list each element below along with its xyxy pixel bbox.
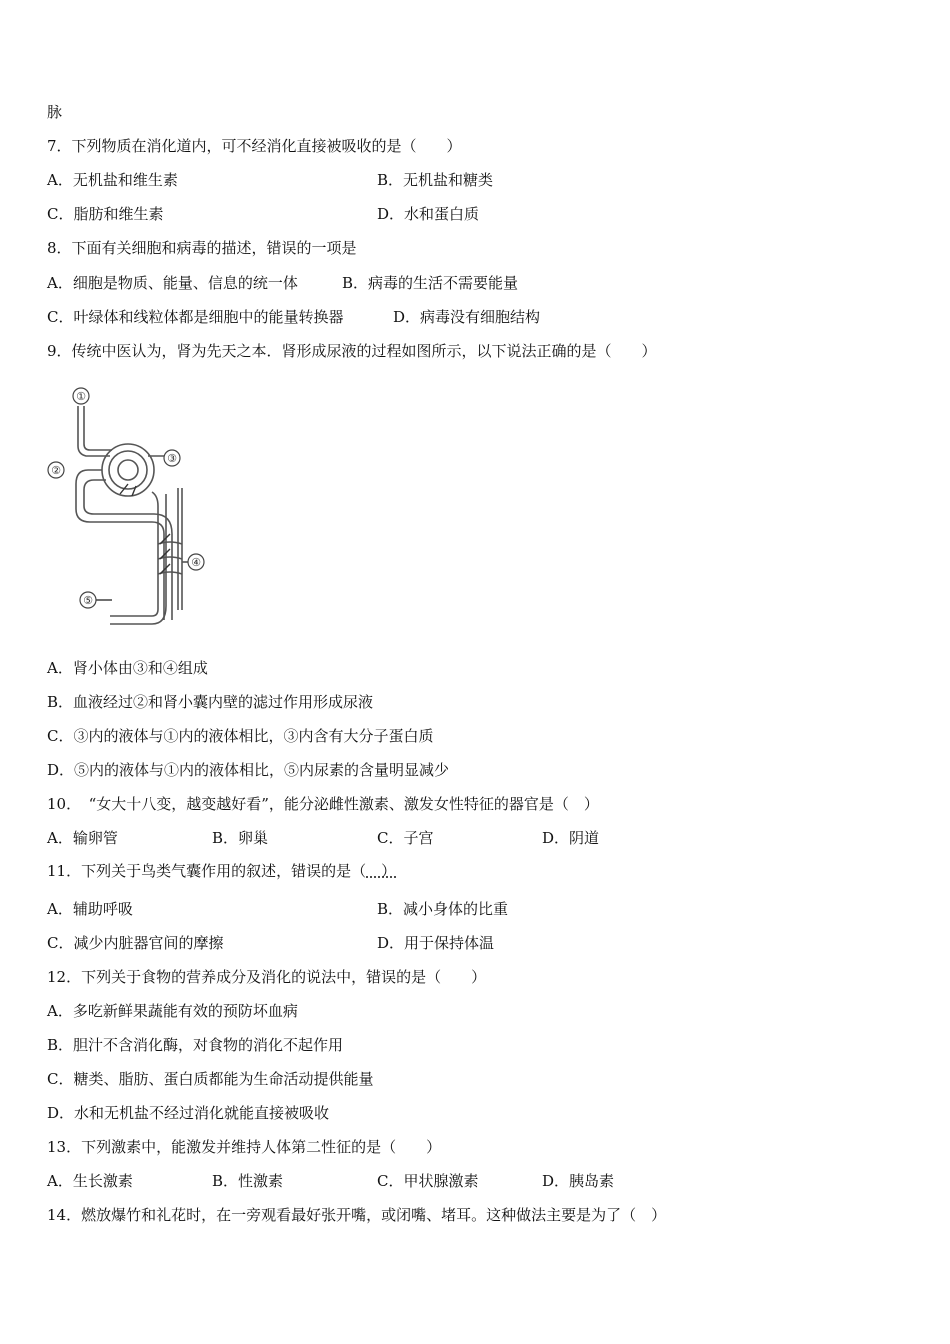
option-9d[interactable]: D．⑤内的液体与①内的液体相比，⑤内尿素的含量明显减少 [47, 761, 450, 779]
option-8b[interactable]: B．病毒的生活不需要能量 [342, 274, 519, 292]
option-8d[interactable]: D．病毒没有细胞结构 [393, 308, 541, 326]
option-7a[interactable]: A．无机盐和维生素 [47, 171, 178, 189]
question-10-options-row [47, 828, 907, 848]
option-8c[interactable]: C．叶绿体和线粒体都是细胞中的能量转换器 [47, 308, 344, 326]
option-12d[interactable]: D．水和无机盐不经过消化就能直接被吸收 [47, 1104, 330, 1122]
option-10c[interactable]: C．子宫 [377, 829, 434, 847]
option-11c[interactable]: C．减少内脏器官间的摩擦 [47, 934, 224, 952]
option-13a[interactable]: A．生长激素 [47, 1172, 133, 1190]
option-7c[interactable]: C．脂肪和维生素 [47, 205, 164, 223]
question-7-options-row-2 [47, 204, 907, 224]
option-11b[interactable]: B．减小身体的比重 [377, 900, 509, 918]
option-13b[interactable]: B．性激素 [212, 1172, 284, 1190]
option-12c[interactable]: C．糖类、脂肪、蛋白质都能为生命活动提供能量 [47, 1070, 374, 1088]
option-12b[interactable]: B．胆汁不含消化酶，对食物的消化不起作用 [47, 1036, 344, 1054]
question-12-stem: 12．下列关于食物的营养成分及消化的说法中，错误的是（ ） [47, 968, 487, 986]
option-8a[interactable]: A．细胞是物质、能量、信息的统一体 [47, 274, 298, 292]
question-13-options-row [47, 1171, 907, 1191]
kidney-nephron-diagram [40, 384, 215, 634]
question-11-options-row-2 [47, 933, 907, 953]
option-9c[interactable]: C．③内的液体与①内的液体相比，③内含有大分子蛋白质 [47, 727, 434, 745]
question-11-stem-line [47, 861, 396, 881]
question-14-stem: 14．燃放爆竹和礼花时，在一旁观看最好张开嘴，或闭嘴、堵耳。这种做法主要是为了（ ） [47, 1206, 667, 1224]
figure-label-5: ⑤ [83, 594, 93, 607]
question-7-stem: 7．下列物质在消化道内，可不经消化直接被吸收的是（ ） [47, 137, 462, 155]
question-8-options-row-2 [47, 307, 907, 327]
question-10-stem: 10． “女大十八变，越变越好看”，能分泌雌性激素、激发女性特征的器官是（ ） [47, 795, 599, 813]
option-11d[interactable]: D．用于保持体温 [377, 934, 495, 952]
figure-label-1: ① [76, 390, 86, 403]
question-8-stem: 8．下面有关细胞和病毒的描述，错误的一项是 [47, 239, 357, 257]
option-10d[interactable]: D．阴道 [542, 829, 600, 847]
option-12a[interactable]: A．多吃新鲜果蔬能有效的预防坏血病 [47, 1002, 298, 1020]
option-13c[interactable]: C．甲状腺激素 [377, 1172, 479, 1190]
option-11a[interactable]: A．辅助呼吸 [47, 900, 133, 918]
question-11-stem: 11．下列关于鸟类气囊作用的叙述，错误的是（ [47, 862, 367, 880]
question-7-options-row-1 [47, 170, 907, 190]
option-9b[interactable]: B．血液经过②和肾小囊内壁的滤过作用形成尿液 [47, 693, 374, 711]
question-11-options-row-1 [47, 899, 907, 919]
question-9-stem: 9．传统中医认为，肾为先天之本．肾形成尿液的过程如图所示，以下说法正确的是（ ） [47, 342, 657, 360]
option-10a[interactable]: A．输卵管 [47, 829, 118, 847]
question-11-stem-tail: ） [366, 862, 397, 880]
figure-label-2: ② [51, 464, 61, 477]
question-13-stem: 13．下列激素中，能激发并维持人体第二性征的是（ ） [47, 1138, 442, 1156]
figure-label-4: ④ [191, 556, 201, 569]
option-7d[interactable]: D．水和蛋白质 [377, 205, 480, 223]
lead-fragment: 脉 [47, 103, 63, 121]
option-7b[interactable]: B．无机盐和糖类 [377, 171, 494, 189]
option-13d[interactable]: D．胰岛素 [542, 1172, 615, 1190]
option-10b[interactable]: B．卵巢 [212, 829, 269, 847]
figure-label-3: ③ [167, 452, 177, 465]
question-8-options-row-1 [47, 273, 907, 293]
option-9a[interactable]: A．肾小体由③和④组成 [47, 659, 208, 677]
